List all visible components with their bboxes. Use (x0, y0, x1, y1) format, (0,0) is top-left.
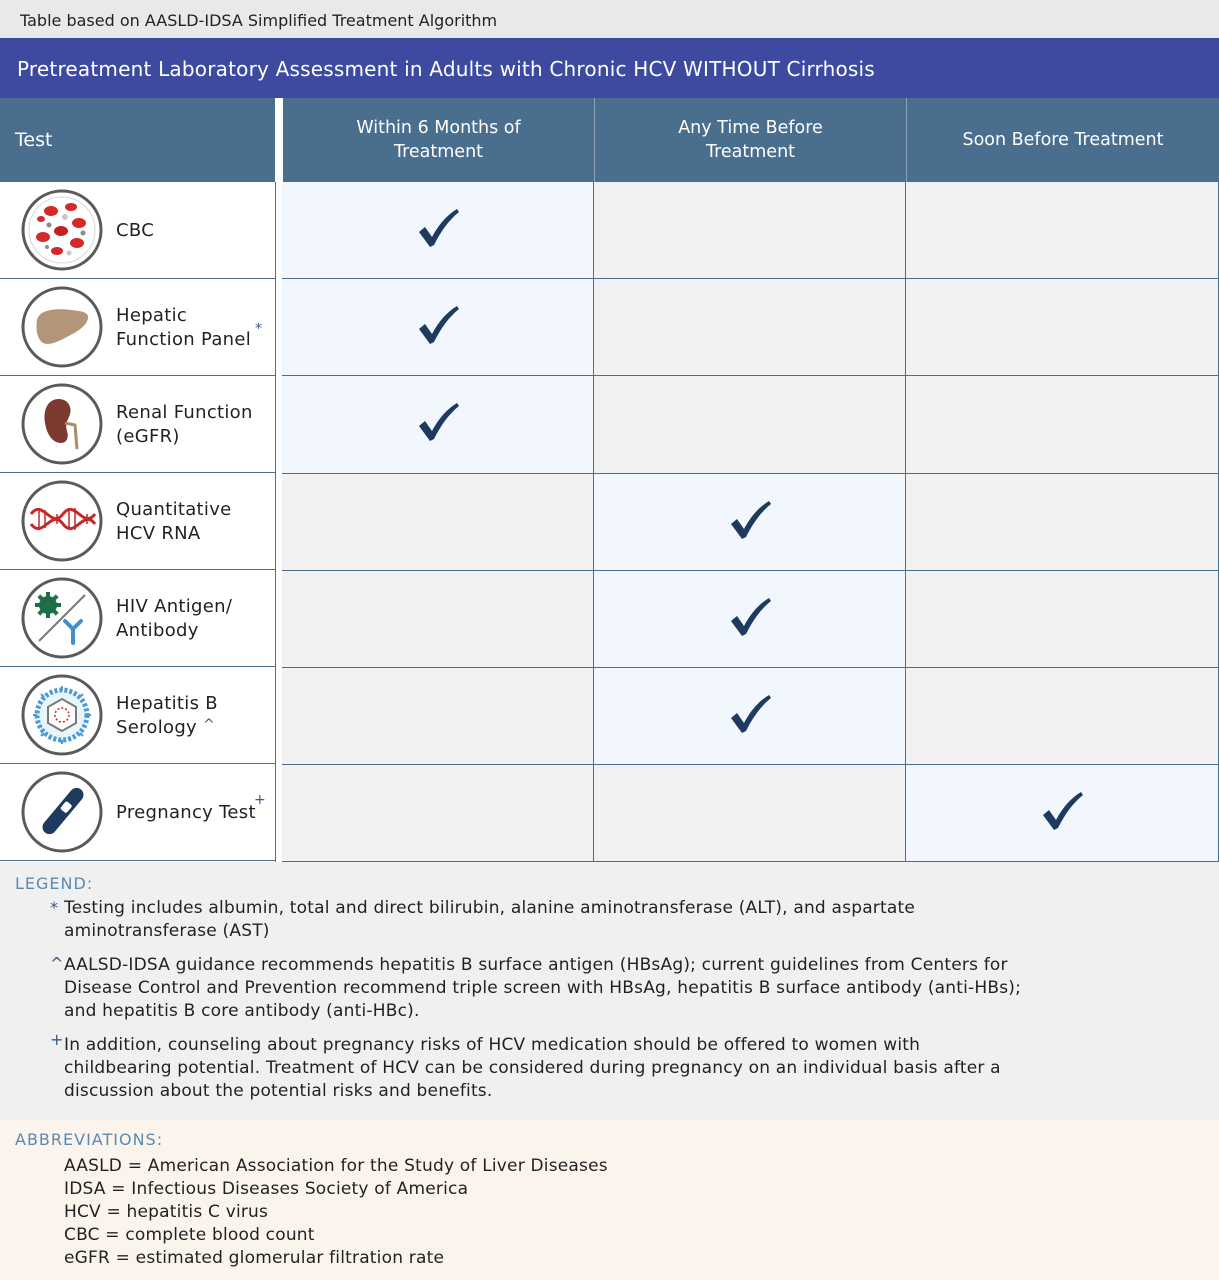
cell-soon-before (906, 474, 1219, 571)
test-label: (eGFR) (116, 426, 180, 447)
test-row-hcv-rna (0, 473, 275, 570)
cell-any-time-before (594, 279, 906, 376)
header-divider (594, 98, 595, 182)
test-label: Quantitative (116, 499, 232, 520)
hepatitis-b-virus-icon (21, 674, 103, 756)
cell-any-time-before (594, 765, 906, 862)
test-label: CBC (116, 220, 155, 241)
legend-label: LEGEND: (15, 874, 94, 893)
dna-helix-icon (21, 480, 103, 562)
abbreviations-panel (0, 1120, 1219, 1280)
cell-soon-before (906, 668, 1219, 765)
cell-within-6-months (282, 571, 594, 668)
antigen-antibody-icon (21, 577, 103, 659)
check-mark-icon (415, 303, 461, 349)
cell-soon-before (906, 182, 1219, 279)
legend-text: aminotransferase (AST) (64, 921, 270, 941)
blood-cells-icon (21, 189, 103, 271)
kidney-icon (21, 383, 103, 465)
legend-panel (0, 862, 1219, 1120)
cell-soon-before (906, 376, 1219, 473)
liver-icon (21, 286, 103, 368)
legend-mark: + (50, 1030, 64, 1049)
test-label: Serology (116, 717, 198, 738)
check-mark-icon (727, 498, 773, 544)
footnote-mark: + (254, 792, 266, 808)
pregnancy-test-icon (21, 771, 103, 853)
cell-any-time-before (594, 474, 906, 571)
legend-text: AALSD-IDSA guidance recommends hepatitis B surface antigen (HBsAg); current guidelines from Centers for (64, 955, 1008, 975)
test-row-renal (0, 376, 275, 473)
legend-mark: * (50, 898, 58, 917)
check-mark-icon (727, 595, 773, 641)
test-row-hiv (0, 570, 275, 667)
cell-soon-before (906, 279, 1219, 376)
check-mark-icon (727, 692, 773, 738)
test-row-hepatitis-b (0, 667, 275, 764)
cell-any-time-before (594, 668, 906, 765)
cell-within-6-months (282, 182, 594, 279)
abbreviation-item: IDSA = Infectious Diseases Society of America (64, 1179, 469, 1199)
cell-within-6-months (282, 668, 594, 765)
legend-text: discussion about the potential risks and benefits. (64, 1081, 493, 1101)
test-column (0, 182, 276, 862)
legend-mark: ^ (50, 954, 64, 973)
cell-within-6-months (282, 279, 594, 376)
cell-within-6-months (282, 376, 594, 473)
header-test: Test (0, 98, 275, 182)
legend-text: childbearing potential. Treatment of HCV can be considered during pregnancy on an individual basis after a (64, 1058, 1001, 1078)
check-mark-icon (415, 400, 461, 446)
test-label: Hepatitis B (116, 693, 218, 714)
result-grid (282, 182, 1219, 862)
abbreviation-item: eGFR = estimated glomerular filtration rate (64, 1248, 445, 1268)
abbreviation-item: CBC = complete blood count (64, 1225, 315, 1245)
cell-any-time-before (594, 376, 906, 473)
abbreviation-item: HCV = hepatitis C virus (64, 1202, 269, 1222)
test-label: Antibody (116, 620, 199, 641)
cell-within-6-months (282, 765, 594, 862)
top-caption: Table based on AASLD-IDSA Simplified Treatment Algorithm (20, 11, 498, 30)
table-title: Pretreatment Laboratory Assessment in Adults with Chronic HCV WITHOUT Cirrhosis (17, 57, 875, 81)
test-label: Renal Function (116, 402, 253, 423)
footnote-mark: ^ (203, 717, 215, 733)
cell-within-6-months (282, 474, 594, 571)
test-row-cbc (0, 182, 275, 279)
cell-any-time-before (594, 571, 906, 668)
top-caption-bar (0, 0, 1219, 38)
legend-text: Disease Control and Prevention recommend triple screen with HBsAg, hepatitis B surface antibody (anti-HBs); (64, 978, 1022, 998)
legend-text: and hepatitis B core antibody (anti-HBc). (64, 1001, 420, 1021)
cell-any-time-before (594, 182, 906, 279)
test-label: Pregnancy Test (116, 802, 256, 823)
test-label: HIV Antigen/ (116, 596, 233, 617)
check-mark-icon (1039, 789, 1085, 835)
legend-text: In addition, counseling about pregnancy risks of HCV medication should be offered to women with (64, 1035, 921, 1055)
test-label: Function Panel (116, 329, 252, 350)
check-mark-icon (415, 206, 461, 252)
title-bar (0, 38, 1219, 98)
test-row-hepatic (0, 279, 275, 376)
abbreviation-item: AASLD = American Association for the Study of Liver Diseases (64, 1156, 608, 1176)
cell-soon-before (906, 571, 1219, 668)
header-any-time-before: Any Time Before Treatment (595, 98, 906, 182)
header-divider (906, 98, 907, 182)
header-soon-before: Soon Before Treatment (907, 98, 1219, 182)
cell-soon-before (906, 765, 1219, 862)
abbreviations-label: ABBREVIATIONS: (15, 1130, 164, 1149)
test-label: HCV RNA (116, 523, 201, 544)
footnote-mark: * (255, 321, 262, 337)
legend-text: Testing includes albumin, total and direct bilirubin, alanine aminotransferase (ALT), and aspartate (64, 898, 916, 918)
test-label: Hepatic (116, 305, 188, 326)
test-row-pregnancy (0, 764, 275, 861)
header-within-6-months: Within 6 Months of Treatment (283, 98, 594, 182)
